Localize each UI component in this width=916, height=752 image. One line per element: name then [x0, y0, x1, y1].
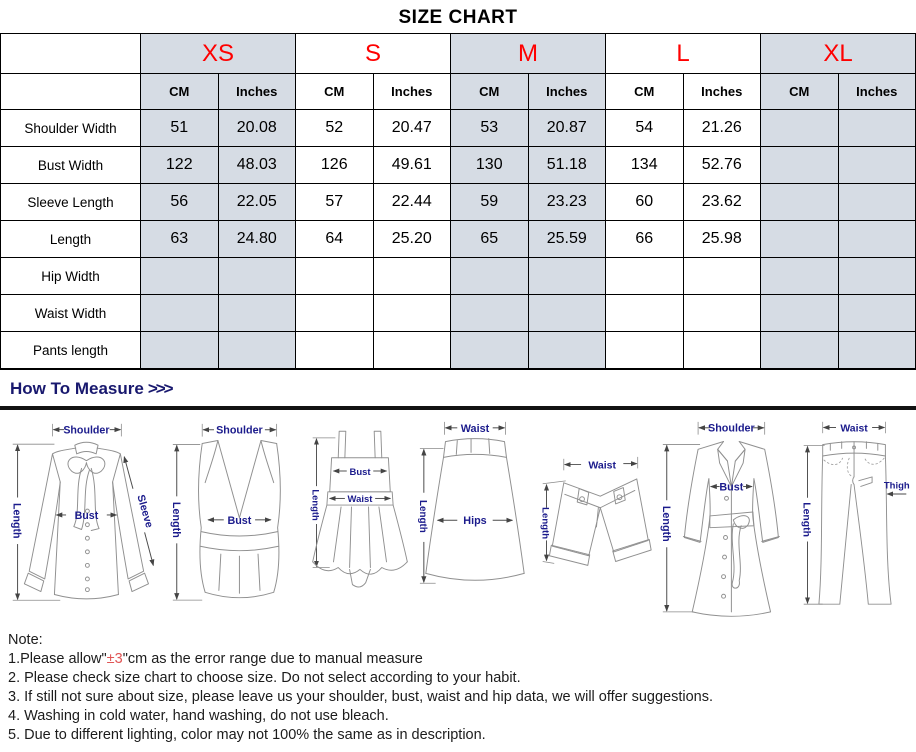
- value-cell: 130: [451, 147, 529, 184]
- figure-coat: [655, 418, 797, 625]
- value-cell: 65: [451, 221, 529, 258]
- value-cell: [451, 295, 529, 332]
- figure-dress: [307, 418, 413, 605]
- note-line-4: 4. Washing in cold water, hand washing, do not use bleach.: [8, 707, 389, 724]
- size-chart-table: [0, 33, 916, 370]
- row-label: Sleeve Length: [1, 184, 141, 221]
- page-title: SIZE CHART: [398, 7, 518, 28]
- notes-heading: Note:: [8, 631, 43, 648]
- value-cell: 20.87: [528, 110, 606, 147]
- skirt-waist-label: Waist: [460, 422, 490, 435]
- value-cell: 51: [141, 110, 219, 147]
- unit-header-xl-cm: CM: [761, 74, 839, 110]
- dress-waist-label: Waist: [347, 494, 373, 506]
- value-cell: 56: [141, 184, 219, 221]
- coat-diagram: [655, 418, 797, 620]
- size-header-s: S: [296, 34, 451, 74]
- value-cell: 52.76: [683, 147, 761, 184]
- value-cell: 20.47: [373, 110, 451, 147]
- figure-blouse: [4, 418, 164, 613]
- value-cell: [838, 147, 916, 184]
- corner-cell: [1, 74, 141, 110]
- size-header-m: M: [451, 34, 606, 74]
- blouse-bust-label: Bust: [74, 509, 99, 522]
- note-line-2: 2. Please check size chart to choose size. Do not select according to your habit.: [8, 669, 521, 686]
- value-cell: 59: [451, 184, 529, 221]
- value-cell: [606, 295, 684, 332]
- value-cell: [838, 221, 916, 258]
- corner-cell: [1, 34, 141, 74]
- value-cell: [761, 295, 839, 332]
- dress-diagram: [307, 418, 413, 600]
- value-cell: 25.20: [373, 221, 451, 258]
- value-cell: 122: [141, 147, 219, 184]
- value-cell: 63: [141, 221, 219, 258]
- pants-length-label: Length: [800, 502, 812, 538]
- value-cell: [528, 332, 606, 370]
- value-cell: 51.18: [528, 147, 606, 184]
- value-cell: [528, 258, 606, 295]
- value-cell: 53: [451, 110, 529, 147]
- blouse-shoulder-label: Shoulder: [63, 424, 110, 437]
- skirt-hips-label: Hips: [463, 515, 487, 528]
- chevrons-icon: >>>: [147, 379, 172, 398]
- note-line-3: 3. If still not sure about size, please leave us your shoulder, bust, waist and hip data, we will offer suggestions.: [8, 688, 713, 705]
- value-cell: [141, 295, 219, 332]
- value-cell: [606, 332, 684, 370]
- unit-header-s-inches: Inches: [373, 74, 451, 110]
- value-cell: [373, 332, 451, 370]
- value-cell: 20.08: [218, 110, 296, 147]
- how-to-measure-heading: [10, 379, 916, 399]
- value-cell: [141, 332, 219, 370]
- value-cell: [451, 332, 529, 370]
- unit-header-xs-inches: Inches: [218, 74, 296, 110]
- row-label: Pants length: [1, 332, 141, 370]
- row-label: Length: [1, 221, 141, 258]
- value-cell: [761, 221, 839, 258]
- value-cell: 66: [606, 221, 684, 258]
- value-cell: [838, 295, 916, 332]
- pants-diagram: [798, 418, 912, 610]
- measure-figures: [0, 410, 916, 625]
- blouse-length-label: Length: [10, 503, 23, 539]
- shorts-length-label: Length: [539, 507, 551, 540]
- tank-shoulder-label: Shoulder: [215, 424, 263, 437]
- value-cell: 60: [606, 184, 684, 221]
- value-cell: [528, 295, 606, 332]
- size-header-xs: XS: [141, 34, 296, 74]
- value-cell: 25.98: [683, 221, 761, 258]
- note-line-1: 1.Please allow"±3"cm as the error range due to manual measure: [8, 650, 423, 667]
- pants-waist-label: Waist: [840, 423, 868, 435]
- value-cell: [296, 332, 374, 370]
- value-cell: 24.80: [218, 221, 296, 258]
- value-cell: [761, 332, 839, 370]
- note-line-5: 5. Due to different lighting, color may not 100% the same as in description.: [8, 726, 486, 743]
- size-header-l: L: [606, 34, 761, 74]
- value-cell: [683, 332, 761, 370]
- value-cell: [373, 258, 451, 295]
- value-cell: 23.23: [528, 184, 606, 221]
- value-cell: 22.44: [373, 184, 451, 221]
- skirt-diagram: [414, 418, 534, 601]
- value-cell: 57: [296, 184, 374, 221]
- value-cell: [296, 295, 374, 332]
- value-cell: [761, 147, 839, 184]
- value-cell: [683, 295, 761, 332]
- unit-header-m-cm: CM: [451, 74, 529, 110]
- note-red-value: ±3: [106, 650, 123, 667]
- shorts-diagram: [535, 454, 655, 588]
- unit-header-l-cm: CM: [606, 74, 684, 110]
- unit-header-l-inches: Inches: [683, 74, 761, 110]
- value-cell: [838, 184, 916, 221]
- dress-length-label: Length: [309, 489, 321, 521]
- value-cell: 126: [296, 147, 374, 184]
- how-to-measure-label: How To Measure: [10, 379, 144, 398]
- value-cell: [141, 258, 219, 295]
- figure-pants: [798, 418, 912, 615]
- value-cell: [761, 110, 839, 147]
- skirt-length-label: Length: [416, 499, 428, 533]
- unit-header-xs-cm: CM: [141, 74, 219, 110]
- row-label: Hip Width: [1, 258, 141, 295]
- value-cell: [761, 258, 839, 295]
- value-cell: 64: [296, 221, 374, 258]
- coat-bust-label: Bust: [719, 481, 744, 494]
- coat-length-label: Length: [660, 505, 673, 542]
- figure-skirt: [414, 418, 534, 606]
- value-cell: 54: [606, 110, 684, 147]
- row-label: Bust Width: [1, 147, 141, 184]
- value-cell: [451, 258, 529, 295]
- dress-bust-label: Bust: [349, 466, 371, 478]
- figure-tank-top: [165, 418, 307, 615]
- value-cell: [606, 258, 684, 295]
- value-cell: 134: [606, 147, 684, 184]
- shorts-waist-label: Waist: [587, 459, 616, 472]
- value-cell: [218, 295, 296, 332]
- tank-top-diagram: [165, 418, 307, 610]
- figure-shorts: [535, 454, 655, 593]
- row-label: Waist Width: [1, 295, 141, 332]
- unit-header-xl-inches: Inches: [838, 74, 916, 110]
- notes-section: [0, 625, 916, 745]
- value-cell: [218, 332, 296, 370]
- value-cell: [838, 110, 916, 147]
- value-cell: [218, 258, 296, 295]
- value-cell: 22.05: [218, 184, 296, 221]
- value-cell: 52: [296, 110, 374, 147]
- value-cell: [296, 258, 374, 295]
- value-cell: [838, 332, 916, 370]
- tank-bust-label: Bust: [227, 514, 252, 527]
- value-cell: 48.03: [218, 147, 296, 184]
- value-cell: 21.26: [683, 110, 761, 147]
- coat-shoulder-label: Shoulder: [708, 422, 755, 435]
- pants-thigh-label: Thigh: [883, 480, 910, 492]
- blouse-diagram: [4, 418, 164, 608]
- value-cell: 23.62: [683, 184, 761, 221]
- tank-length-label: Length: [169, 501, 182, 538]
- row-label: Shoulder Width: [1, 110, 141, 147]
- unit-header-s-cm: CM: [296, 74, 374, 110]
- value-cell: 49.61: [373, 147, 451, 184]
- value-cell: [373, 295, 451, 332]
- unit-header-m-inches: Inches: [528, 74, 606, 110]
- value-cell: [838, 258, 916, 295]
- size-chart-body: [1, 34, 916, 370]
- value-cell: [683, 258, 761, 295]
- value-cell: 25.59: [528, 221, 606, 258]
- value-cell: [761, 184, 839, 221]
- blouse-sleeve-label: Sleeve: [134, 493, 156, 530]
- size-header-xl: XL: [761, 34, 916, 74]
